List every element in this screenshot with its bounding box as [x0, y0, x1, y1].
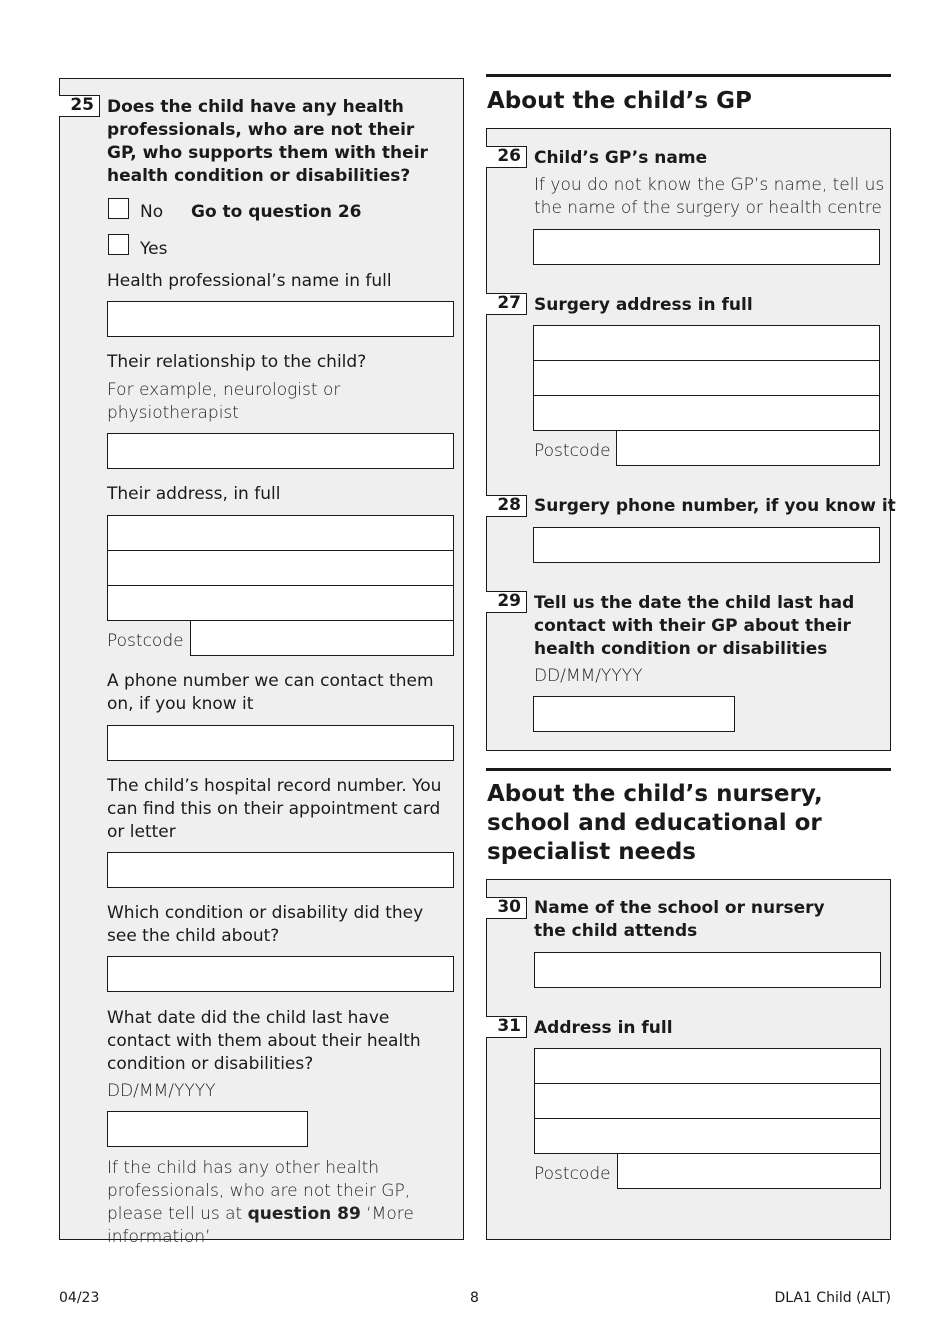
q25-no-label: No [140, 202, 164, 222]
q25-more-info-note: If the child has any other health professionals, who are not their GP, please tell us at question 89 ‘More information’ [107, 1158, 414, 1247]
q25-phone-label: A phone number we can contact them on, if you know it [107, 671, 434, 714]
q31-title: Address in full [534, 1018, 673, 1038]
q25-postcode-input[interactable] [190, 620, 454, 656]
q31-number: 31 [486, 1016, 527, 1038]
q28-number: 28 [486, 495, 527, 517]
q29-number: 29 [486, 591, 527, 613]
q30-title: Name of the school or nursery the child attends [534, 898, 825, 941]
q29-date-input[interactable] [533, 696, 735, 732]
q25-name-input[interactable] [107, 301, 454, 337]
q26-gp-name-input[interactable] [533, 229, 880, 265]
q25-condition-label: Which condition or disability did they see the child about? [107, 903, 424, 946]
q25-date-hint: DD/MM/YYYY [107, 1081, 216, 1101]
q30-number: 30 [486, 897, 527, 919]
q25-date-label: What date did the child last have contact with them about their health condition or disabilities? [107, 1008, 421, 1074]
q25-phone-input[interactable] [107, 725, 454, 761]
q31-address-line-3[interactable] [534, 1118, 881, 1154]
q25-title: Does the child have any health professionals, who are not their GP, who supports them with their health condition or disabilities? [107, 97, 428, 186]
q25-address-line-2[interactable] [107, 550, 454, 586]
q31-address-line-2[interactable] [534, 1083, 881, 1119]
q27-address-line-2[interactable] [533, 360, 880, 396]
q25-relationship-label: Their relationship to the child? [107, 352, 367, 372]
q27-address-line-1[interactable] [533, 325, 880, 361]
q25-relationship-hint: For example, neurologist or physiotherapist [107, 380, 341, 423]
q28-phone-input[interactable] [533, 527, 880, 563]
q25-postcode-label: Postcode [107, 631, 184, 651]
footer-date-code: 04/23 [59, 1290, 100, 1306]
q30-school-name-input[interactable] [534, 952, 881, 988]
q26-title: Child’s GP’s name [534, 148, 708, 168]
school-section-rule [486, 768, 891, 771]
q29-title: Tell us the date the child last had contact with their GP about their health condition or disabilities [534, 593, 855, 659]
footer-form-name: DLA1 Child (ALT) [774, 1290, 891, 1306]
q25-address-line-1[interactable] [107, 515, 454, 551]
q27-postcode-input[interactable] [616, 430, 880, 466]
q27-postcode-label: Postcode [534, 441, 611, 461]
q25-goto-26: Go to question 26 [191, 202, 362, 222]
q29-date-hint: DD/MM/YYYY [534, 666, 643, 686]
q27-number: 27 [486, 293, 527, 315]
q25-date-input[interactable] [107, 1111, 308, 1147]
footer-page-number: 8 [470, 1290, 479, 1306]
q25-yes-label: Yes [140, 239, 168, 259]
q25-condition-input[interactable] [107, 956, 454, 992]
q25-more-info-question-ref: question 89 [247, 1204, 361, 1224]
q26-hint: If you do not know the GP’s name, tell us the name of the surgery or health centre [534, 175, 885, 218]
q25-yes-checkbox[interactable] [108, 234, 129, 255]
school-section-heading: About the child’s nursery, school and educational or specialist needs [487, 781, 823, 865]
q27-title: Surgery address in full [534, 295, 753, 315]
q26-number: 26 [486, 146, 527, 168]
q31-address-line-1[interactable] [534, 1048, 881, 1084]
q25-relationship-input[interactable] [107, 433, 454, 469]
q25-address-label: Their address, in full [107, 484, 281, 504]
q25-hospital-input[interactable] [107, 852, 454, 888]
q25-number: 25 [59, 95, 100, 117]
gp-section-rule [486, 74, 891, 77]
q28-title: Surgery phone number, if you know it [534, 496, 896, 516]
q25-address-line-3[interactable] [107, 585, 454, 621]
q27-address-line-3[interactable] [533, 395, 880, 431]
q31-postcode-input[interactable] [617, 1153, 881, 1189]
q25-hospital-label: The child’s hospital record number. You can find this on their appointment card or letter [107, 776, 442, 842]
q25-no-checkbox[interactable] [108, 198, 129, 219]
q31-postcode-label: Postcode [534, 1164, 611, 1184]
q25-name-label: Health professional’s name in full [107, 271, 392, 291]
gp-section-heading: About the child’s GP [487, 88, 752, 114]
